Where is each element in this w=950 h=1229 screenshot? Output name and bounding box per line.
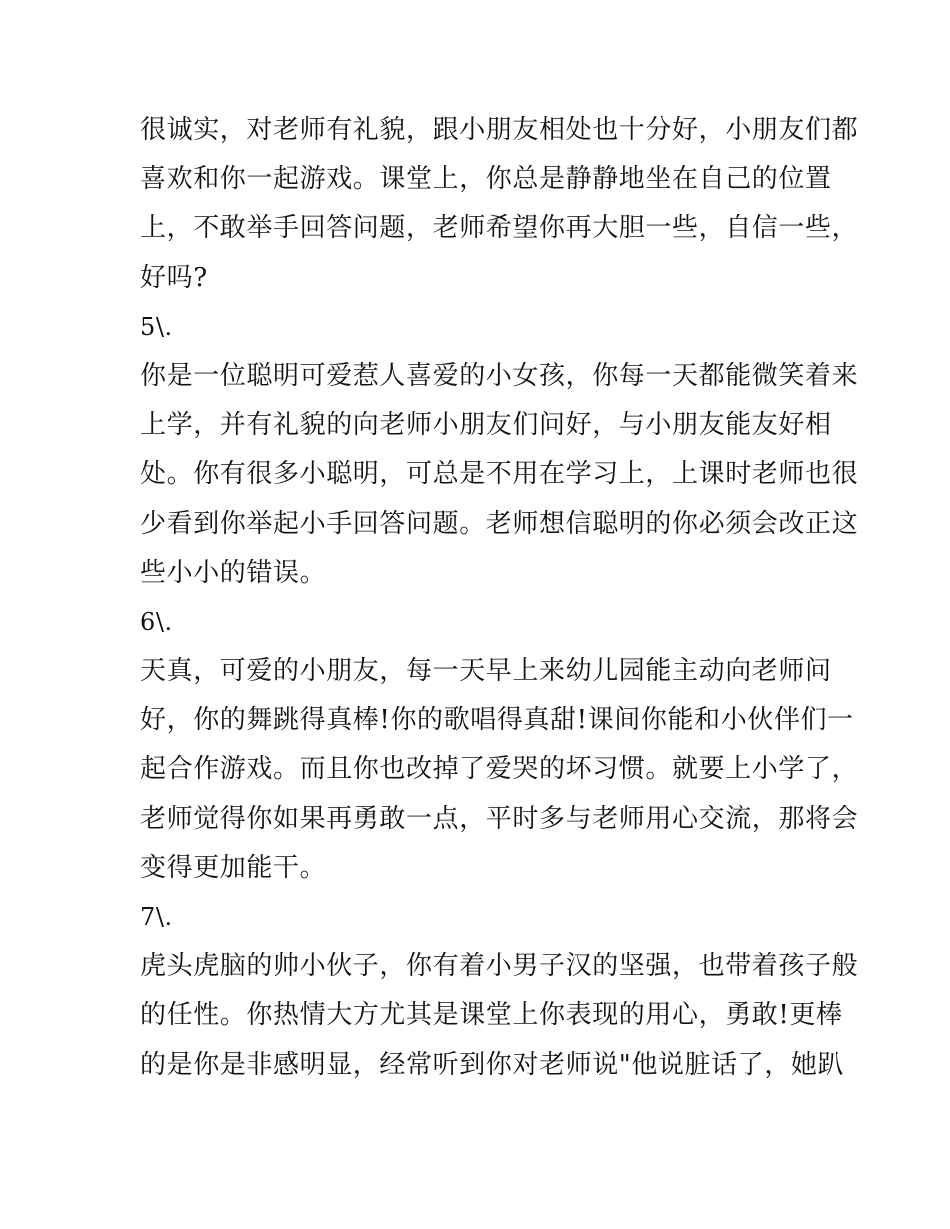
text-line: 好吗? xyxy=(140,262,208,293)
text-line: 上学，并有礼貌的向老师小朋友们问好，与小朋友能友好相 xyxy=(140,410,832,441)
text-line: 的任性。你热情大方尤其是课堂上你表现的用心，勇敢!更棒 xyxy=(140,1000,843,1031)
text-line: 老师觉得你如果再勇敢一点，平时多与老师用心交流，那将会 xyxy=(140,803,859,834)
document-page xyxy=(140,106,859,1090)
item-number: 7\. xyxy=(140,903,173,931)
text-line: 好，你的舞跳得真棒!你的歌唱得真甜!课间你能和小伙伴们一 xyxy=(140,705,854,736)
text-line: 你是一位聪明可爱惹人喜爱的小女孩，你每一天都能微笑着来 xyxy=(140,360,859,391)
text-line: 很诚实，对老师有礼貌，跟小朋友相处也十分好，小朋友们都 xyxy=(140,115,859,145)
text-line: 少看到你举起小手回答问题。老师想信聪明的你必须会改正这 xyxy=(140,508,859,539)
text-line: 天真，可爱的小朋友，每一天早上来幼儿园能主动向老师问 xyxy=(140,656,832,687)
text-line: 变得更加能干。 xyxy=(140,852,327,883)
text-line: 的是你是非感明显，经常听到你对老师说"他说脏话了，她趴 xyxy=(140,1049,845,1080)
text-line: 虎头虎脑的帅小伙子，你有着小男子汉的坚强，也带着孩子般 xyxy=(140,951,859,982)
item-number: 5\. xyxy=(140,312,173,341)
text-line: 处。你有很多小聪明，可总是不用在学习上，上课时老师也很 xyxy=(140,459,859,490)
text-line: 起合作游戏。而且你也改掉了爱哭的坏习惯。就要上小学了， xyxy=(140,754,859,785)
text-line: 些小小的错误。 xyxy=(140,557,327,588)
text-line: 上，不敢举手回答问题，老师希望你再大胆一些，自信一些， xyxy=(140,213,859,244)
text-line: 喜欢和你一起游戏。课堂上，你总是静静地坐在自己的位置 xyxy=(140,164,832,195)
item-number: 6\. xyxy=(140,607,173,636)
